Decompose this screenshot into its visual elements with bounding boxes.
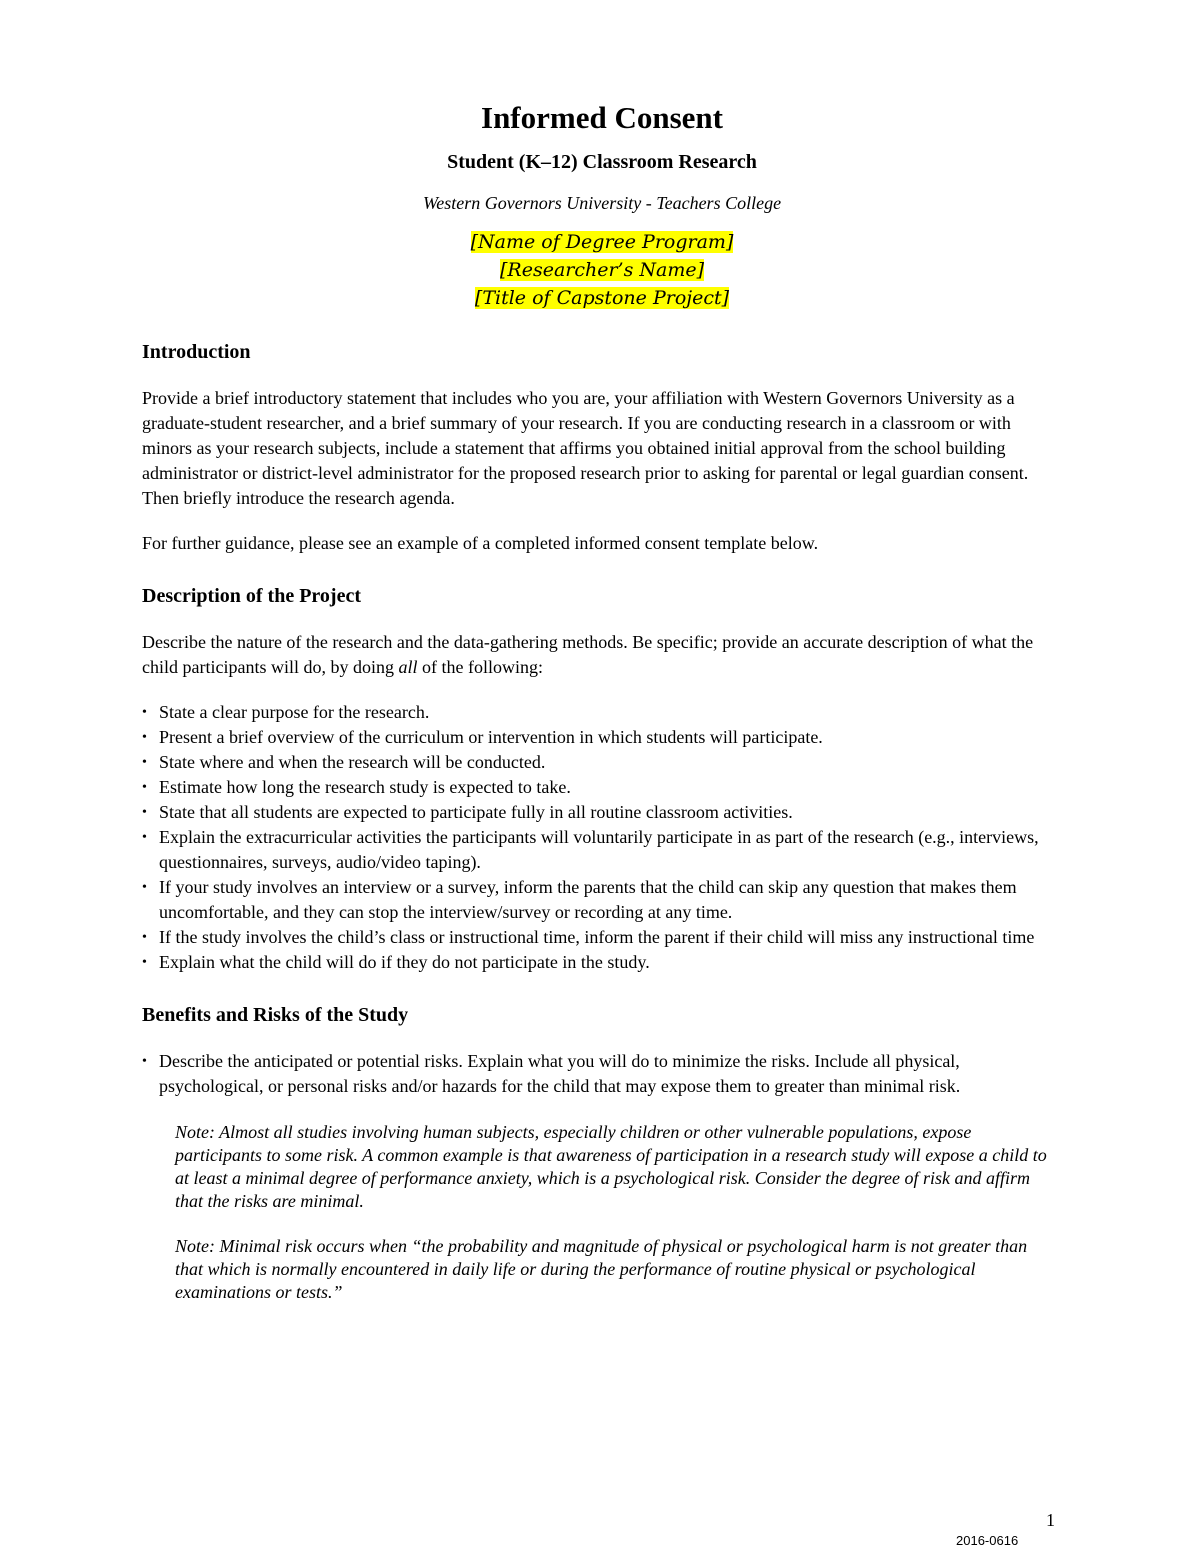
bullet-text: Explain the extracurricular activities the participants will voluntarily participate in as part of the research (e.g., interviews, questionnaires, surveys, audio/video taping). [159,827,1039,872]
risk-note: Note: Almost all studies involving human subjects, especially children or other vulnerable populations, expose participants to some risk. A common example is that awareness of participation in a research study will expose a child to at least a minimal degree of performance anxiety, which is a psychological risk. Consider the degree of risk and affirm that the risks are minimal. [175,1122,1047,1211]
document-code: 2016-0616 [956,1533,1019,1548]
description-intro [142,630,1057,680]
bullet-text: Explain what the child will do if they do not participate in the study. [159,952,650,972]
bullet-item [142,700,1057,725]
bullet-icon: • [142,780,147,795]
bullet-item [142,775,1057,800]
bullet-text: Present a brief overview of the curriculum or intervention in which students will participate. [159,727,823,747]
institution-line: Western Governors University - Teachers College [422,193,782,213]
bullet-item [142,825,1057,875]
bullet-icon: • [142,805,147,820]
degree-program-text: [Name of Degree Program] [470,231,734,253]
document-title: Informed Consent [481,100,723,135]
bullet-item [142,750,1057,775]
degree-program-placeholder [142,228,1062,256]
bullet-icon: • [142,755,147,770]
bullet-text: If the study involves the child’s class or instructional time, inform the parent if their child will miss any instructional time [159,927,1035,947]
bullet-icon: • [142,730,147,745]
benefits-bullet-list [142,1049,1057,1099]
description-intro-end: of the following: [417,657,543,677]
bullet-icon: • [142,955,147,970]
description-intro-start: Describe the nature of the research and the data-gathering methods. Be specific; provide an accurate description of what the child participants will do, by doing [142,632,1034,677]
bullet-icon: • [142,1054,147,1069]
bullet-text: State that all students are expected to participate fully in all routine classroom activities. [159,802,793,822]
bullet-item [142,875,1057,925]
document-subtitle: Student (K–12) Classroom Research [447,151,757,173]
introduction-heading: Introduction [142,341,251,363]
benefits-heading: Benefits and Risks of the Study [142,1004,409,1026]
bullet-icon: • [142,830,147,845]
bullet-item [142,925,1057,950]
bullet-text: State where and when the research will be conducted. [159,752,546,772]
bullet-icon: • [142,930,147,945]
bullet-text: Describe the anticipated or potential risks. Explain what you will do to minimize the risks. Include all physical, psychological, or personal risks and/or hazards for the child that may expose them to greater than minimal risk. [159,1051,961,1096]
description-intro-emphasis: all [398,657,418,677]
bullet-item [142,800,1057,825]
document-content [142,98,1062,1304]
capstone-title-placeholder [142,284,1062,312]
bullet-icon: • [142,705,147,720]
introduction-paragraph: Provide a brief introductory statement that includes who you are, your affiliation with Western Governors University as a graduate-student researcher, and a brief summary of your research. If you are conducting research in a classroom or with minors as your research subjects, include a statement that affirms you obtained initial approval from the school building administrator or district-level administrator for the proposed research prior to asking for parental or legal guardian consent. Then briefly introduce the research agenda. [142,388,1029,508]
bullet-item [142,1049,1057,1099]
researcher-name-text: [Researcher’s Name] [499,259,705,281]
minimal-risk-note: Note: Minimal risk occurs when “the probability and magnitude of physical or psychological harm is not greater than that which is normally encountered in daily life or during the performance of routine physical or psychological examinations or tests.” [175,1236,1028,1302]
bullet-text: Estimate how long the research study is expected to take. [159,777,571,797]
capstone-title-text: [Title of Capstone Project] [474,287,730,309]
bullet-item [142,725,1057,750]
researcher-name-placeholder [142,256,1062,284]
bullet-icon: • [142,880,147,895]
bullet-text: State a clear purpose for the research. [159,702,430,722]
guidance-paragraph: For further guidance, please see an example of a completed informed consent template below. [142,533,819,553]
description-bullet-list [142,700,1057,975]
page-number: 1 [1046,1510,1055,1530]
bullet-text: If your study involves an interview or a survey, inform the parents that the child can skip any question that makes them uncomfortable, and they can stop the interview/survey or recording at any time. [159,877,1017,922]
bullet-item [142,950,1057,975]
description-heading: Description of the Project [142,585,362,607]
placeholder-block [142,228,1062,312]
